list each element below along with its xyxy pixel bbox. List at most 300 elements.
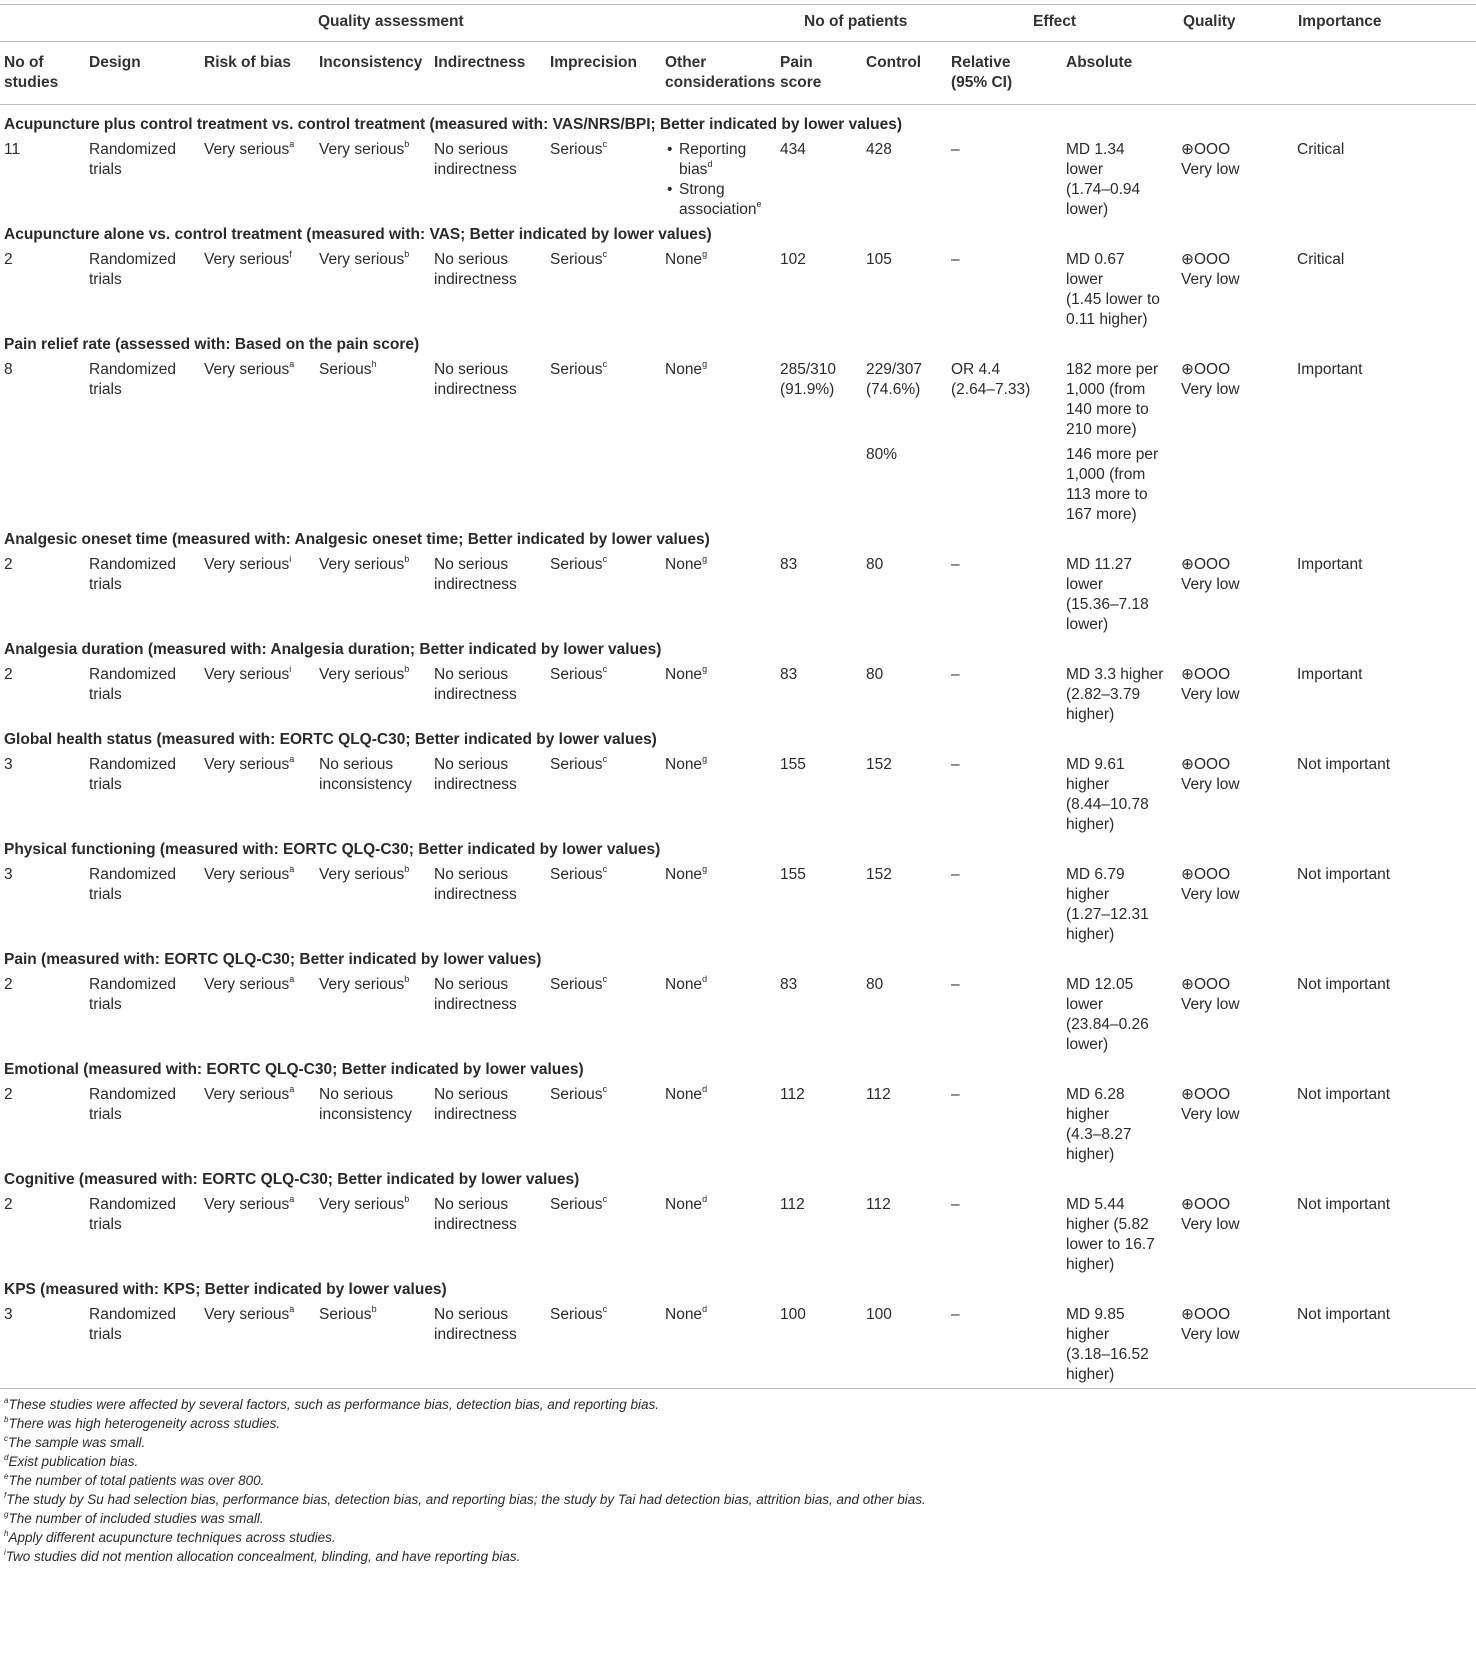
- footnote-marker: e: [4, 1472, 9, 1481]
- absolute-effect-text: MD 12.05 lower (23.84–0.26 lower): [1066, 976, 1149, 1053]
- list-item-text: Reporting: [679, 141, 747, 158]
- control: [866, 445, 897, 465]
- relative-effect: [951, 1305, 960, 1325]
- indirectness: [434, 1085, 517, 1125]
- importance-text: Not important: [1297, 1306, 1391, 1323]
- footnote-marker: a: [289, 1304, 295, 1314]
- other-considerations-text: None: [665, 756, 703, 773]
- pain-score: [780, 1085, 805, 1105]
- imprecision: [550, 865, 607, 885]
- absolute-effect-text: MD 9.61 higher (8.44–10.78 higher): [1066, 756, 1149, 833]
- inconsistency: [319, 975, 409, 995]
- design: [89, 665, 176, 705]
- footnote-marker: d: [707, 159, 713, 169]
- imprecision: [550, 755, 607, 775]
- no-of-studies: [4, 250, 13, 270]
- indirectness-text: No serious indirectness: [434, 866, 517, 903]
- imprecision: [550, 665, 607, 685]
- control: [866, 755, 892, 775]
- footnote: [4, 1510, 264, 1528]
- relative-effect: [951, 140, 960, 160]
- list-item: [665, 140, 762, 180]
- no-of-studies: [4, 975, 13, 995]
- footnote-marker: a: [289, 359, 295, 369]
- absolute-effect: [1066, 250, 1160, 330]
- footnote-marker: g: [702, 249, 708, 259]
- control-text: 152: [866, 866, 892, 883]
- inconsistency: [319, 555, 409, 575]
- footnote-marker: f: [4, 1491, 7, 1500]
- absolute-effect: [1066, 555, 1149, 635]
- absolute-effect: [1066, 865, 1149, 945]
- no-of-studies-text: 2: [4, 251, 13, 268]
- importance-text: Not important: [1297, 976, 1391, 993]
- list-item-text: association: [679, 201, 757, 218]
- relative-effect: [951, 250, 960, 270]
- column-header-3: Inconsistency: [319, 54, 423, 71]
- design: [89, 360, 176, 400]
- control-text: 112: [866, 1196, 891, 1213]
- indirectness-text: No serious indirectness: [434, 1086, 517, 1123]
- outcome-title: Physical functioning (measured with: EORTC QLQ-C30; Better indicated by lower values): [4, 841, 661, 858]
- inconsistency: [319, 865, 409, 885]
- footnote-text: The number of total patients was over 800.: [8, 1473, 265, 1488]
- absolute-effect: [1066, 1305, 1149, 1385]
- risk-of-bias-text: Very serious: [204, 361, 290, 378]
- risk-of-bias-text: Very serious: [204, 866, 290, 883]
- quality-rating-text: ⊕OOO Very low: [1181, 251, 1240, 288]
- control: [866, 140, 892, 160]
- other-considerations: [665, 665, 707, 685]
- column-header-1: Design: [89, 54, 141, 71]
- importance-text: Important: [1297, 361, 1363, 378]
- importance: [1297, 1195, 1390, 1215]
- pain-score: [780, 665, 797, 685]
- footnote-text: The study by Su had selection bias, performance bias, detection bias, and reporting bias; the study by Tai had detection bias, attrition bias, and other bias.: [6, 1492, 926, 1507]
- relative-effect-text: –: [951, 666, 960, 683]
- indirectness: [434, 665, 517, 705]
- control-text: 105: [866, 251, 892, 268]
- other-considerations: [665, 755, 707, 775]
- no-of-studies-text: 2: [4, 666, 13, 683]
- absolute-effect: [1066, 360, 1158, 440]
- risk-of-bias: [204, 975, 294, 995]
- quality-rating: [1181, 1305, 1240, 1345]
- quality-rating-text: ⊕OOO Very low: [1181, 756, 1240, 793]
- footnote-marker: b: [4, 1415, 9, 1424]
- control: [866, 360, 922, 400]
- footnote: [4, 1472, 264, 1490]
- design: [89, 140, 176, 180]
- inconsistency: [319, 360, 377, 380]
- column-header-10: Absolute: [1066, 54, 1133, 71]
- inconsistency-text: No serious inconsistency: [319, 1086, 413, 1123]
- pain-score: [780, 865, 806, 885]
- design: [89, 1195, 176, 1235]
- other-considerations: [665, 1085, 707, 1105]
- control-text: 229/307 (74.6%): [866, 361, 923, 398]
- importance-text: Critical: [1297, 141, 1345, 158]
- outcome-title: Global health status (measured with: EORTC QLQ-C30; Better indicated by lower values): [4, 731, 657, 748]
- imprecision: [550, 1195, 607, 1215]
- imprecision-text: Serious: [550, 866, 603, 883]
- imprecision: [550, 140, 607, 160]
- indirectness: [434, 1305, 517, 1345]
- quality-rating-text: ⊕OOO Very low: [1181, 361, 1240, 398]
- other-considerations-text: None: [665, 976, 703, 993]
- absolute-effect: [1066, 140, 1140, 220]
- indirectness-text: No serious indirectness: [434, 141, 517, 178]
- outcome-title: Acupuncture plus control treatment vs. control treatment (measured with: VAS/NRS/BPI; Better indicated by lower values): [4, 116, 903, 133]
- inconsistency: [319, 1305, 377, 1325]
- imprecision-text: Serious: [550, 666, 603, 683]
- pain-score: [780, 1305, 806, 1325]
- no-of-studies-text: 2: [4, 976, 13, 993]
- list-item-text: Strong: [679, 181, 725, 198]
- control-text: 80: [866, 666, 884, 683]
- no-of-studies: [4, 1085, 13, 1105]
- imprecision: [550, 250, 607, 270]
- footnote-marker: a: [289, 754, 295, 764]
- footnote-marker: g: [4, 1510, 9, 1519]
- imprecision-text: Serious: [550, 1196, 603, 1213]
- indirectness: [434, 1195, 517, 1235]
- quality-rating-text: ⊕OOO Very low: [1181, 1086, 1240, 1123]
- inconsistency-text: No serious inconsistency: [319, 756, 413, 793]
- risk-of-bias: [204, 250, 292, 270]
- other-considerations-text: None: [665, 251, 703, 268]
- footnote: [4, 1548, 520, 1566]
- relative-effect: [951, 1085, 960, 1105]
- importance: [1297, 250, 1344, 270]
- importance: [1297, 865, 1390, 885]
- footnote-marker: i: [4, 1548, 6, 1557]
- absolute-effect: [1066, 445, 1158, 525]
- indirectness: [434, 360, 517, 400]
- control-text: 100: [866, 1306, 892, 1323]
- control-text: 80: [866, 556, 884, 573]
- footnote-marker: b: [404, 974, 410, 984]
- footnote-text: The sample was small.: [8, 1435, 146, 1450]
- pain-score-text: 112: [780, 1086, 805, 1103]
- footnote-marker: i: [289, 664, 292, 674]
- other-considerations: [665, 975, 707, 995]
- outcome-title: Pain (measured with: EORTC QLQ-C30; Better indicated by lower values): [4, 951, 542, 968]
- no-of-studies-text: 2: [4, 556, 13, 573]
- no-of-studies: [4, 1305, 13, 1325]
- relative-effect-text: –: [951, 1306, 960, 1323]
- absolute-effect-text: MD 6.79 higher (1.27–12.31 higher): [1066, 866, 1149, 943]
- quality-rating-text: ⊕OOO Very low: [1181, 1196, 1240, 1233]
- risk-of-bias-text: Very serious: [204, 1306, 290, 1323]
- importance: [1297, 1305, 1390, 1325]
- design: [89, 250, 176, 290]
- importance: [1297, 1085, 1390, 1105]
- quality-rating: [1181, 755, 1240, 795]
- other-considerations-text: None: [665, 361, 703, 378]
- design-text: Randomized trials: [89, 361, 177, 398]
- footnote-marker: d: [4, 1453, 9, 1462]
- importance-text: Important: [1297, 666, 1363, 683]
- no-of-studies-text: 3: [4, 756, 13, 773]
- relative-effect: [951, 865, 960, 885]
- design-text: Randomized trials: [89, 756, 177, 793]
- relative-effect-text: –: [951, 1196, 960, 1213]
- footnote-marker: c: [602, 359, 608, 369]
- absolute-effect-text: MD 3.3 higher (2.82–3.79 higher): [1066, 666, 1164, 723]
- control-text: 152: [866, 756, 892, 773]
- header-group-2: Effect: [1033, 13, 1077, 30]
- footnote-marker: f: [289, 249, 292, 259]
- importance-text: Important: [1297, 556, 1363, 573]
- header-bottom-rule: [0, 104, 1476, 105]
- absolute-effect-text: 146 more per 1,000 (from 113 more to 167 more): [1066, 446, 1159, 523]
- inconsistency: [319, 250, 409, 270]
- indirectness: [434, 555, 517, 595]
- indirectness-text: No serious indirectness: [434, 251, 517, 288]
- design-text: Randomized trials: [89, 1086, 177, 1123]
- other-considerations-list: [665, 140, 762, 220]
- column-header-2: Risk of bias: [204, 54, 291, 71]
- risk-of-bias: [204, 865, 294, 885]
- design-text: Randomized trials: [89, 141, 177, 178]
- inconsistency: [319, 140, 409, 160]
- risk-of-bias-text: Very serious: [204, 1086, 290, 1103]
- footnote-marker: g: [702, 864, 708, 874]
- imprecision-text: Serious: [550, 976, 603, 993]
- relative-effect: [951, 555, 960, 575]
- importance: [1297, 755, 1390, 775]
- footnote-marker: c: [602, 1304, 608, 1314]
- absolute-effect-text: MD 6.28 higher (4.3–8.27 higher): [1066, 1086, 1132, 1163]
- inconsistency-text: Serious: [319, 1306, 372, 1323]
- footnote-marker: c: [4, 1434, 8, 1443]
- indirectness-text: No serious indirectness: [434, 1306, 517, 1343]
- design-text: Randomized trials: [89, 666, 177, 703]
- other-considerations-text: None: [665, 866, 703, 883]
- no-of-studies: [4, 755, 13, 775]
- inconsistency-text: Very serious: [319, 1196, 405, 1213]
- footnote-marker: a: [289, 1084, 295, 1094]
- header-group-1: No of patients: [804, 13, 908, 30]
- relative-effect-text: –: [951, 141, 960, 158]
- indirectness: [434, 140, 517, 180]
- footnote-marker: b: [404, 249, 410, 259]
- risk-of-bias-text: Very serious: [204, 666, 290, 683]
- inconsistency: [319, 1195, 409, 1215]
- other-considerations: [665, 1195, 707, 1215]
- control: [866, 1305, 892, 1325]
- absolute-effect: [1066, 665, 1163, 725]
- importance-text: Not important: [1297, 1196, 1391, 1213]
- no-of-studies-text: 3: [4, 866, 13, 883]
- design: [89, 975, 176, 1015]
- relative-effect: [951, 665, 960, 685]
- pain-score-text: 102: [780, 251, 806, 268]
- pain-score: [780, 755, 806, 775]
- pain-score-text: 434: [780, 141, 806, 158]
- outcome-title: KPS (measured with: KPS; Better indicated by lower values): [4, 1281, 447, 1298]
- risk-of-bias: [204, 665, 291, 685]
- quality-rating-text: ⊕OOO Very low: [1181, 141, 1240, 178]
- no-of-studies: [4, 140, 20, 160]
- pain-score-text: 83: [780, 976, 798, 993]
- footnote-marker: d: [702, 1304, 708, 1314]
- importance-text: Not important: [1297, 866, 1391, 883]
- imprecision-text: Serious: [550, 756, 603, 773]
- indirectness-text: No serious indirectness: [434, 756, 517, 793]
- indirectness: [434, 755, 517, 795]
- relative-effect-text: –: [951, 1086, 960, 1103]
- other-considerations: [665, 555, 707, 575]
- quality-rating: [1181, 665, 1240, 705]
- risk-of-bias: [204, 360, 294, 380]
- pain-score: [780, 140, 806, 160]
- inconsistency-text: Very serious: [319, 866, 405, 883]
- footnote-marker: b: [404, 139, 410, 149]
- footnote-marker: b: [404, 1194, 410, 1204]
- control: [866, 250, 892, 270]
- quality-rating: [1181, 1085, 1240, 1125]
- absolute-effect: [1066, 1195, 1155, 1275]
- no-of-studies: [4, 360, 13, 380]
- quality-rating: [1181, 555, 1240, 595]
- other-considerations-text: None: [665, 556, 703, 573]
- absolute-effect: [1066, 1085, 1132, 1165]
- relative-effect-text: –: [951, 556, 960, 573]
- footnote-marker: d: [702, 1084, 708, 1094]
- risk-of-bias: [204, 140, 294, 160]
- inconsistency-text: Very serious: [319, 556, 405, 573]
- quality-rating-text: ⊕OOO Very low: [1181, 556, 1240, 593]
- relative-effect-text: OR 4.4 (2.64–7.33): [951, 361, 1031, 398]
- outcome-title: Analgesic oneset time (measured with: Analgesic oneset time; Better indicated by lower values): [4, 531, 710, 548]
- design-text: Randomized trials: [89, 1306, 177, 1343]
- control: [866, 555, 883, 575]
- footnote-text: Apply different acupuncture techniques across studies.: [8, 1530, 336, 1545]
- footnote-marker: g: [702, 664, 708, 674]
- other-considerations-text: None: [665, 1306, 703, 1323]
- footnote-marker: g: [702, 359, 708, 369]
- imprecision: [550, 975, 607, 995]
- risk-of-bias-text: Very serious: [204, 1196, 290, 1213]
- risk-of-bias-text: Very serious: [204, 556, 290, 573]
- column-header-6: Other considerations: [665, 54, 776, 91]
- quality-rating: [1181, 865, 1240, 905]
- indirectness-text: No serious indirectness: [434, 976, 517, 1013]
- footnote-text: These studies were affected by several factors, such as performance bias, detection bias, and reporting bias.: [8, 1397, 660, 1412]
- absolute-effect-text: MD 0.67 lower (1.45 lower to 0.11 higher): [1066, 251, 1160, 328]
- quality-rating: [1181, 140, 1240, 180]
- quality-rating: [1181, 975, 1240, 1015]
- table-top-rule: [0, 4, 1476, 5]
- footnote-marker: a: [4, 1396, 9, 1405]
- footnote-marker: c: [602, 554, 608, 564]
- outcome-title: Pain relief rate (assessed with: Based on the pain score): [4, 336, 420, 353]
- design: [89, 555, 176, 595]
- table-bottom-rule: [0, 1388, 1476, 1389]
- other-considerations: [665, 1305, 707, 1325]
- inconsistency-text: Serious: [319, 361, 372, 378]
- imprecision: [550, 1305, 607, 1325]
- pain-score-text: 155: [780, 756, 806, 773]
- footnote-marker: d: [702, 974, 708, 984]
- footnote: [4, 1434, 145, 1452]
- inconsistency: [319, 1085, 412, 1125]
- absolute-effect: [1066, 755, 1149, 835]
- pain-score-text: 155: [780, 866, 806, 883]
- footnote-text: The number of included studies was small.: [8, 1511, 264, 1526]
- indirectness-text: No serious indirectness: [434, 556, 517, 593]
- imprecision-text: Serious: [550, 141, 603, 158]
- footnote-marker: h: [371, 359, 377, 369]
- footnote-marker: c: [602, 1084, 608, 1094]
- footnote: [4, 1453, 138, 1471]
- pain-score-text: 83: [780, 556, 798, 573]
- risk-of-bias: [204, 1085, 294, 1105]
- column-header-5: Imprecision: [550, 54, 637, 71]
- footnote-marker: b: [371, 1304, 377, 1314]
- pain-score: [780, 360, 836, 400]
- quality-rating-text: ⊕OOO Very low: [1181, 1306, 1240, 1343]
- no-of-studies-text: 8: [4, 361, 13, 378]
- outcome-title: Cognitive (measured with: EORTC QLQ-C30; Better indicated by lower values): [4, 1171, 580, 1188]
- absolute-effect-text: 182 more per 1,000 (from 140 more to 210 more): [1066, 361, 1159, 438]
- indirectness: [434, 250, 517, 290]
- absolute-effect: [1066, 975, 1149, 1055]
- footnote-marker: c: [602, 864, 608, 874]
- footnote-marker: h: [4, 1529, 9, 1538]
- inconsistency-text: Very serious: [319, 666, 405, 683]
- footnote-marker: c: [602, 249, 608, 259]
- risk-of-bias: [204, 1305, 294, 1325]
- footnote: [4, 1396, 659, 1414]
- no-of-studies-text: 3: [4, 1306, 13, 1323]
- imprecision: [550, 555, 607, 575]
- risk-of-bias: [204, 755, 294, 775]
- pain-score: [780, 555, 797, 575]
- outcome-title: Acupuncture alone vs. control treatment (measured with: VAS; Better indicated by lower values): [4, 226, 712, 243]
- relative-effect: [951, 755, 960, 775]
- footnote-marker: i: [289, 554, 292, 564]
- control: [866, 865, 892, 885]
- footnote-marker: a: [289, 139, 295, 149]
- no-of-studies-text: 2: [4, 1196, 13, 1213]
- quality-rating: [1181, 360, 1240, 400]
- column-header-7: Pain score: [780, 54, 822, 91]
- footnote-marker: c: [602, 754, 608, 764]
- pain-score-text: 285/310 (91.9%): [780, 361, 837, 398]
- list-item-text: bias: [679, 161, 708, 178]
- importance-text: Not important: [1297, 756, 1391, 773]
- imprecision-text: Serious: [550, 361, 603, 378]
- header-group-3: Quality: [1183, 13, 1236, 30]
- risk-of-bias: [204, 1195, 294, 1215]
- importance: [1297, 140, 1344, 160]
- column-header-4: Indirectness: [434, 54, 526, 71]
- indirectness-text: No serious indirectness: [434, 1196, 517, 1233]
- pain-score-text: 83: [780, 666, 798, 683]
- importance-text: Not important: [1297, 1086, 1391, 1103]
- pain-score: [780, 250, 806, 270]
- quality-rating-text: ⊕OOO Very low: [1181, 976, 1240, 1013]
- header-group-rule: [0, 41, 1476, 42]
- relative-effect: [951, 975, 960, 995]
- pain-score-text: 100: [780, 1306, 806, 1323]
- column-header-9: Relative (95% CI): [951, 54, 1013, 91]
- inconsistency-text: Very serious: [319, 976, 405, 993]
- inconsistency: [319, 755, 412, 795]
